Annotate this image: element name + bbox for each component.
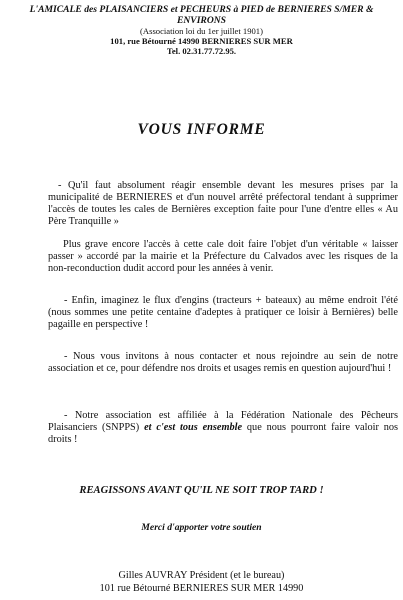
paragraph-1: - Qu'il faut absolument réagir ensemble devant les mesures prises par la municipalité de BERNIERES et d'un nouvel arrêté préfectoral tendant à supprimer l'accès de toutes les cales de Bernières exception faite pour l'une d'entre elles « Au Père Tranquille »	[48, 180, 398, 228]
page-title: VOUS INFORME	[137, 121, 266, 138]
paragraph-3: - Enfin, imaginez le flux d'engins (tracteurs + bateaux) au même endroit l'été (nous sommes une petite centaine d'adeptes à pratiquer ce loisir à Bernières) belle pagaille en perspective !	[48, 295, 398, 331]
letterhead	[0, 4, 403, 56]
signature-address: 101 rue Bétourné BERNIERES SUR MER 14990	[99, 583, 304, 594]
association-name-cont: ENVIRONS	[176, 15, 227, 26]
paragraph-5-end: que nous pourront faire valoir nos droits !	[48, 422, 399, 446]
association-address: 101, rue Bétourné 14990 BERNIERES SUR MER	[110, 36, 293, 46]
paragraph-5-start: - Notre association est affiliée à la Fédération Nationale des Pêcheurs Plaisanciers (SNPPS)	[48, 410, 398, 434]
paragraph-5	[48, 410, 398, 446]
association-name: L'AMICALE des PLAISANCIERS et PECHEURS à PIED de BERNIERES S/MER &	[29, 4, 374, 15]
paragraph-2: Plus grave encore l'accès à cette cale doit faire l'objet d'un véritable « laisser passer » accordé par la mairie et la Préfecture du Calvados avec les risques de la non-reconduction dudit accord pour les années à venir.	[48, 239, 398, 275]
association-status: (Association loi du 1er juillet 1901)	[140, 26, 263, 36]
association-phone: Tel. 02.31.77.72.95.	[166, 46, 237, 56]
paragraph-4: - Nous vous invitons à nous contacter et nous rejoindre au sein de notre association et ce, pour défendre nos droits et usages remis en question aujourd'hui !	[48, 351, 398, 375]
thanks-line: Merci d'apporter votre soutien	[141, 522, 262, 533]
signature-name: Gilles AUVRAY Président (et le bureau)	[118, 570, 285, 581]
call-to-action: REAGISSONS AVANT QU'IL NE SOIT TROP TARD !	[79, 485, 324, 496]
paragraph-5-emphasis: et c'est tous ensemble	[144, 422, 243, 434]
